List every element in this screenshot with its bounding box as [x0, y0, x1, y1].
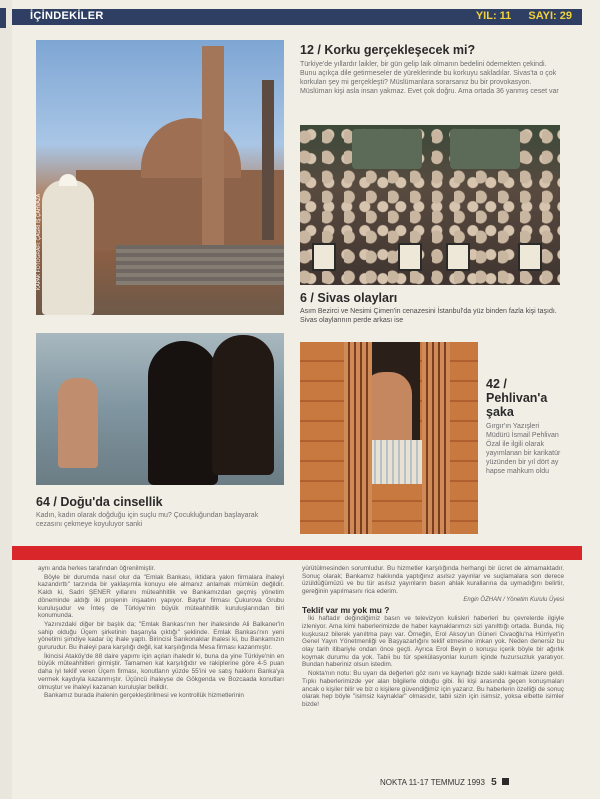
- left-paragraph: aynı anda herkes tarafından öğrenilmiştir.: [38, 565, 156, 572]
- right-paragraph: yürütülmesinden sorumludur. Bu hizmetler karşılığında herhangi bir ücret de almamaktadır. Sonuç olarak; Bankamız hakkında yaptığınız asılsız yayınlar ve suçlamalara son derece üzüldüğümüzü ve bu tür asılsız yayınların basın ahlak kurallarına da uymadığını belirtir, gereğinin yapılmasını rica ederim.: [302, 565, 564, 596]
- minaret: [262, 80, 274, 240]
- mosque-building: [76, 170, 284, 250]
- right-paragraph: Nokta'nın notu: Bu uyarı da değerleri göz ısını ve kaynağı bizde saklı kalmak üzere geldi. Tıpkı haberlerimizde yer alan bilgilerle olduğu gibi. İki kişi arasında geçen konuşmaları ancak o kişiler bilir ve biz o kişilere güvendiğimiz için yazarız. Bu haberlerin özelliği de sonuç olarak hep böyle "isimsiz kaynaklar" olmasıdır, tabii sizin için isimsiz, yoksa elbette isimler bizde!: [302, 670, 564, 708]
- portrait-frame: [446, 243, 470, 271]
- red-divider: [12, 546, 582, 560]
- left-paragraph: Bankamız burada ihalenin gerçekleştirilmesi ve kontrollük hizmetlerinin: [44, 692, 244, 700]
- boy-figure: [58, 378, 98, 468]
- brick-window-photo[interactable]: [300, 342, 478, 534]
- truck: [352, 129, 422, 169]
- item-title-42-line3: şaka: [486, 405, 514, 419]
- letter-left-column: [38, 565, 284, 701]
- hollow-bricks: [344, 342, 372, 534]
- veiled-figure: [148, 341, 218, 485]
- right-paragraph: İki haftadır değindiğimiz basın ve televizyon kulisleri haberleri bu çevrelerde ilgiyle izleniyor. Ama kimi haberlerimizde de haber kaynaklarımızı sizi yanılttığı ortada. Bunda, hiç kuşkusuz bilerek yanıltma payı var. Örneğin, Erol Aksoy'un Güneri Civaoğlu'na Hürriyet'in Genel Yayın Yönetmenliği ve Başyazarlığını teklif etmesine imkan yok. Neden denersiz bu olay tarih itibariyle ondan önce geçti. Ayrıca Erol Beyin o konuşu içerik böyle bir ağırlık koymak durumu da yok. Tabii bu tür spekülasyonlar kurum içinde huzursuzluk yaratıyor. Bundan haberiniz olsun istedim.: [302, 615, 564, 669]
- letter-signature: Engin ÖZHAN / Yönetim Kurulu Üyesi: [463, 596, 564, 603]
- section-title: İÇİNDEKİLER: [30, 10, 104, 22]
- item-title-42[interactable]: [486, 377, 547, 419]
- page-number: 5: [491, 777, 497, 788]
- crowd-photo[interactable]: [300, 125, 560, 285]
- issue-label: SAYI: 29: [528, 10, 572, 22]
- veiled-figure: [212, 335, 274, 475]
- robed-figure: [42, 180, 94, 315]
- item-text-42: Gırgır'ın Yazışleri Müdürü İsmail Pehlivan Özal ile ilgili olarak yayımlanan bir karikatür yüzünden bir yıl dört ay hapse mahkum oldu: [486, 423, 561, 475]
- header-band: [12, 9, 582, 25]
- photo-credit: KAPAK FOTOĞRAFI: ÇAĞRI İŞ ÇAHVAZA: [36, 193, 42, 290]
- item-text-12: Türkiye'de yıllardır laikler, bir gün gelip laik olmanın bedelini ödemekten çekindi. Bunu açıkça dile getirmeseler de yüreklerinde bu korkuyu sakladılar. Sivas'ta o çok korkulan şey mi gerçekleşti? Müslümanlara sorarsanız bu bir provokasyon. Müslüman kişi asla insan yakmaz. Evet çok doğru. Ama ortada 36 yanmış ceset var: [300, 61, 559, 95]
- issue-info: [462, 10, 572, 22]
- section-heading: Teklif var mı yok mu ?: [302, 604, 390, 615]
- footer-magazine: NOKTA 11-17 TEMMUZ 1993: [380, 778, 485, 787]
- letter-right-column: [302, 565, 564, 710]
- truck: [450, 129, 520, 169]
- item-title-64[interactable]: 64 / Doğu'da cinsellik: [36, 495, 163, 509]
- item-title-12[interactable]: 12 / Korku gerçekleşecek mi?: [300, 43, 476, 57]
- hollow-bricks: [422, 342, 450, 534]
- item-title-6[interactable]: 6 / Sivas olayları: [300, 291, 398, 305]
- left-edge-bar: [0, 8, 6, 28]
- item-title-42-line2: Pehlivan'a: [486, 391, 548, 405]
- white-cap: [59, 174, 77, 186]
- item-text-64: Kadın, kadın olarak doğduğu için suçlu mu? Çocukluğundan başlayarak cezasını çekmeye koyuluyor sanki: [36, 512, 259, 528]
- minaret: [202, 46, 224, 246]
- left-paragraph: İkincisi Ataköy'de 88 daire yapımı için açılan ihaledir ki, buna da yine Türkiye'nin en büyük müteahhitleri girmiştir. Tamamen kat karşılığıdır ve rakiplerine göre 4-5 puan daha iyi teklif veren Üçem firması, konutların yüzde 55'ini ve satış hakkını Banka'ya vermek kaydıyla kazanmıştır. Üçüncü ihaleyse de Gökgenda ve Bozcaada konutları olmuştur ve ihaleyi kazanan kuruluşlar bellidir.: [38, 652, 284, 691]
- item-title-42-line1: 42 /: [486, 377, 507, 391]
- year-label: YIL: 11: [475, 10, 512, 22]
- left-paragraph: Yazınızdaki diğer bir başlık da; "Emlak Bankası'nın her ihalesinde Ali Balkaner'in sahip olduğu Üçem şirketinin başarıyla çıktığı" şeklinde. Emlak Bankası'nın yeni yönetimi şimdiye kadar üç ihale yaptı. Birincisi Sarıkonaklar ihalesi ki, bu Bankamızın gururudur. Bu ihaleyi para karşılığı değil, kat karşılığında Mesa firması kazanmıştır.: [38, 620, 284, 652]
- water-photo[interactable]: [36, 333, 284, 485]
- portrait-frame: [312, 243, 336, 271]
- portrait-frame: [518, 243, 542, 271]
- mosque-dome: [141, 118, 241, 178]
- item-text-6: Asım Bezirci ve Nesimi Çimen'in cenazesini İstanbul'da yüz binden fazla kişi taşıdı. Sivas olaylarının perde arkası ise: [300, 308, 557, 324]
- left-paragraph: Böyle bir durumda nasıl olur da "Emlak Bankası, iktidara yakın firmalara ihaleyi kazandırttı" tarzında bir yaklaşımla konuyu ele almanız anlamak mümkün değildir. Kaldı ki, Sadri ŞENER yıllarını müteahhitlik ve Bankamızdan geçmiş yönetim döneminde aldığı iki projenin inşaatını yapıyor. Baytur firması Çukurova Grubu kuruluşudur ve İnteş de Türkiye'nin büyük müteahhitlik kuruluşlarından biri konumunda.: [38, 573, 284, 620]
- mosque-steps: [116, 245, 284, 285]
- mosque-photo[interactable]: [36, 40, 284, 315]
- portrait-frame: [398, 243, 422, 271]
- page-footer: [380, 777, 509, 788]
- end-square-icon: [502, 778, 509, 785]
